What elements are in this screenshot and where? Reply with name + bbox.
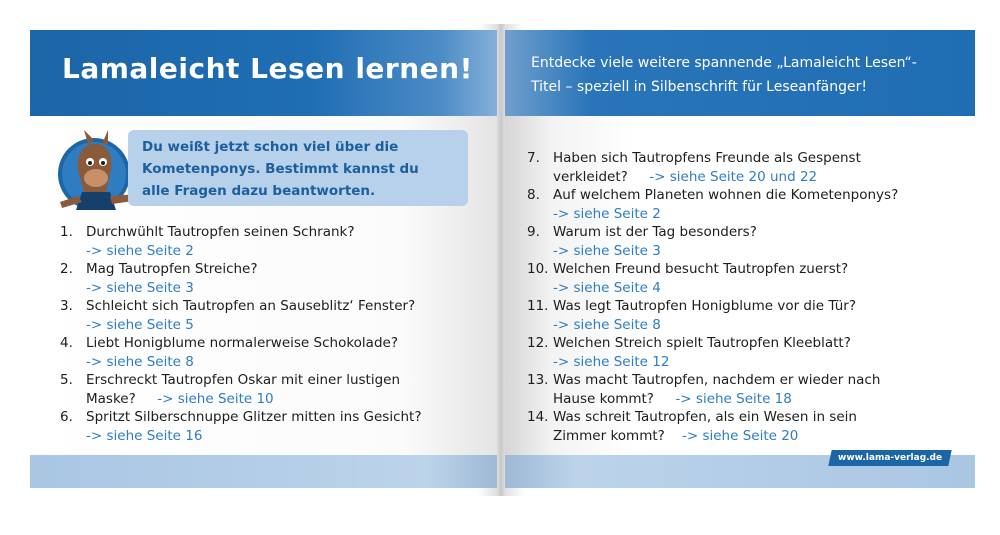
page-reference: -> siehe Seite 8 xyxy=(86,353,194,370)
publisher-url-badge[interactable] xyxy=(828,450,952,466)
question-item xyxy=(527,408,967,445)
question-text-cont: verkleidet? xyxy=(553,168,628,185)
question-number: 5. xyxy=(60,372,73,388)
question-item xyxy=(527,334,967,371)
question-number: 6. xyxy=(60,409,73,425)
question-number: 9. xyxy=(527,224,540,240)
page-reference: -> siehe Seite 4 xyxy=(553,279,661,296)
question-text: Was schreit Tautropfen, als ein Wesen in sein xyxy=(553,409,857,425)
page-reference: -> siehe Seite 16 xyxy=(86,427,203,444)
publisher-url: www.lama-verlag.de xyxy=(837,453,942,463)
question-item xyxy=(527,186,967,223)
left-header-band xyxy=(30,30,497,116)
callout-line: alle Fragen dazu beantworten. xyxy=(142,183,376,199)
question-text: Warum ist der Tag besonders? xyxy=(553,224,757,240)
intro-callout xyxy=(128,130,468,206)
question-list-right xyxy=(527,149,967,445)
question-item xyxy=(527,371,967,408)
right-header-band xyxy=(505,30,975,116)
question-text: Welchen Freund besucht Tautropfen zuerst? xyxy=(553,261,849,277)
question-text-cont: Hause kommt? xyxy=(553,390,654,407)
question-number: 1. xyxy=(60,224,73,240)
intro-line: Entdecke viele weitere spannende „Lamaleicht Lesen“- xyxy=(531,55,917,71)
question-number: 4. xyxy=(60,335,73,351)
question-item xyxy=(60,334,485,371)
question-item xyxy=(527,223,967,260)
page-reference: -> siehe Seite 20 und 22 xyxy=(649,168,818,185)
question-text: Was legt Tautropfen Honigblume vor die Tür? xyxy=(553,298,856,314)
question-text: Spritzt Silberschnuppe Glitzer mitten ins Gesicht? xyxy=(86,409,422,425)
question-text: Durchwühlt Tautropfen seinen Schrank? xyxy=(86,224,355,240)
question-text: Auf welchem Planeten wohnen die Kometenponys? xyxy=(553,187,899,203)
question-number: 2. xyxy=(60,261,73,277)
question-text: Liebt Honigblume normalerweise Schokolade? xyxy=(86,335,398,351)
callout-line: Du weißt jetzt schon viel über die xyxy=(142,139,399,155)
question-text: Welchen Streich spielt Tautropfen Kleeblatt? xyxy=(553,335,851,351)
page-reference: -> siehe Seite 12 xyxy=(553,353,670,370)
callout-line: Kometenponys. Bestimmt kannst du xyxy=(142,161,419,177)
question-item xyxy=(527,260,967,297)
question-text-cont: Maske? xyxy=(86,390,136,407)
question-item xyxy=(527,297,967,334)
page-reference: -> siehe Seite 5 xyxy=(86,316,194,333)
question-text: Schleicht sich Tautropfen an Sauseblitz‘ Fenster? xyxy=(86,298,416,314)
question-text: Was macht Tautropfen, nachdem er wieder nach xyxy=(553,372,881,388)
page-reference: -> siehe Seite 8 xyxy=(553,316,661,333)
question-item xyxy=(60,408,485,445)
question-list-left xyxy=(60,223,485,445)
page-reference: -> siehe Seite 18 xyxy=(675,390,792,407)
question-number: 10. xyxy=(527,261,549,277)
callout-text xyxy=(142,136,462,202)
question-item xyxy=(60,260,485,297)
right-page xyxy=(505,30,975,488)
question-item xyxy=(60,297,485,334)
question-number: 14. xyxy=(527,409,549,425)
question-number: 3. xyxy=(60,298,73,314)
page-title: Lamaleicht Lesen lernen! xyxy=(62,52,473,85)
question-item xyxy=(60,223,485,260)
question-text-cont: Zimmer kommt? xyxy=(553,427,665,444)
page-reference: -> siehe Seite 2 xyxy=(86,242,194,259)
page-reference: -> siehe Seite 10 xyxy=(157,390,274,407)
question-item xyxy=(60,371,485,408)
page-reference: -> siehe Seite 2 xyxy=(553,205,661,222)
series-intro xyxy=(531,51,961,99)
left-footer-band xyxy=(30,455,497,488)
question-number: 11. xyxy=(527,298,549,314)
question-text: Haben sich Tautropfens Freunde als Gespenst xyxy=(553,150,861,166)
intro-line: Titel – speziell in Silbenschrift für Leseanfänger! xyxy=(531,79,867,95)
question-number: 7. xyxy=(527,150,540,166)
question-number: 8. xyxy=(527,187,540,203)
question-number: 13. xyxy=(527,372,549,388)
left-page xyxy=(30,30,497,488)
question-text: Mag Tautropfen Streiche? xyxy=(86,261,258,277)
page-reference: -> siehe Seite 3 xyxy=(553,242,661,259)
page-reference: -> siehe Seite 20 xyxy=(681,427,799,444)
question-text: Erschreckt Tautropfen Oskar mit einer lustigen xyxy=(86,372,401,388)
question-item xyxy=(527,149,967,186)
question-number: 12. xyxy=(527,335,549,351)
page-reference: -> siehe Seite 3 xyxy=(86,279,194,296)
